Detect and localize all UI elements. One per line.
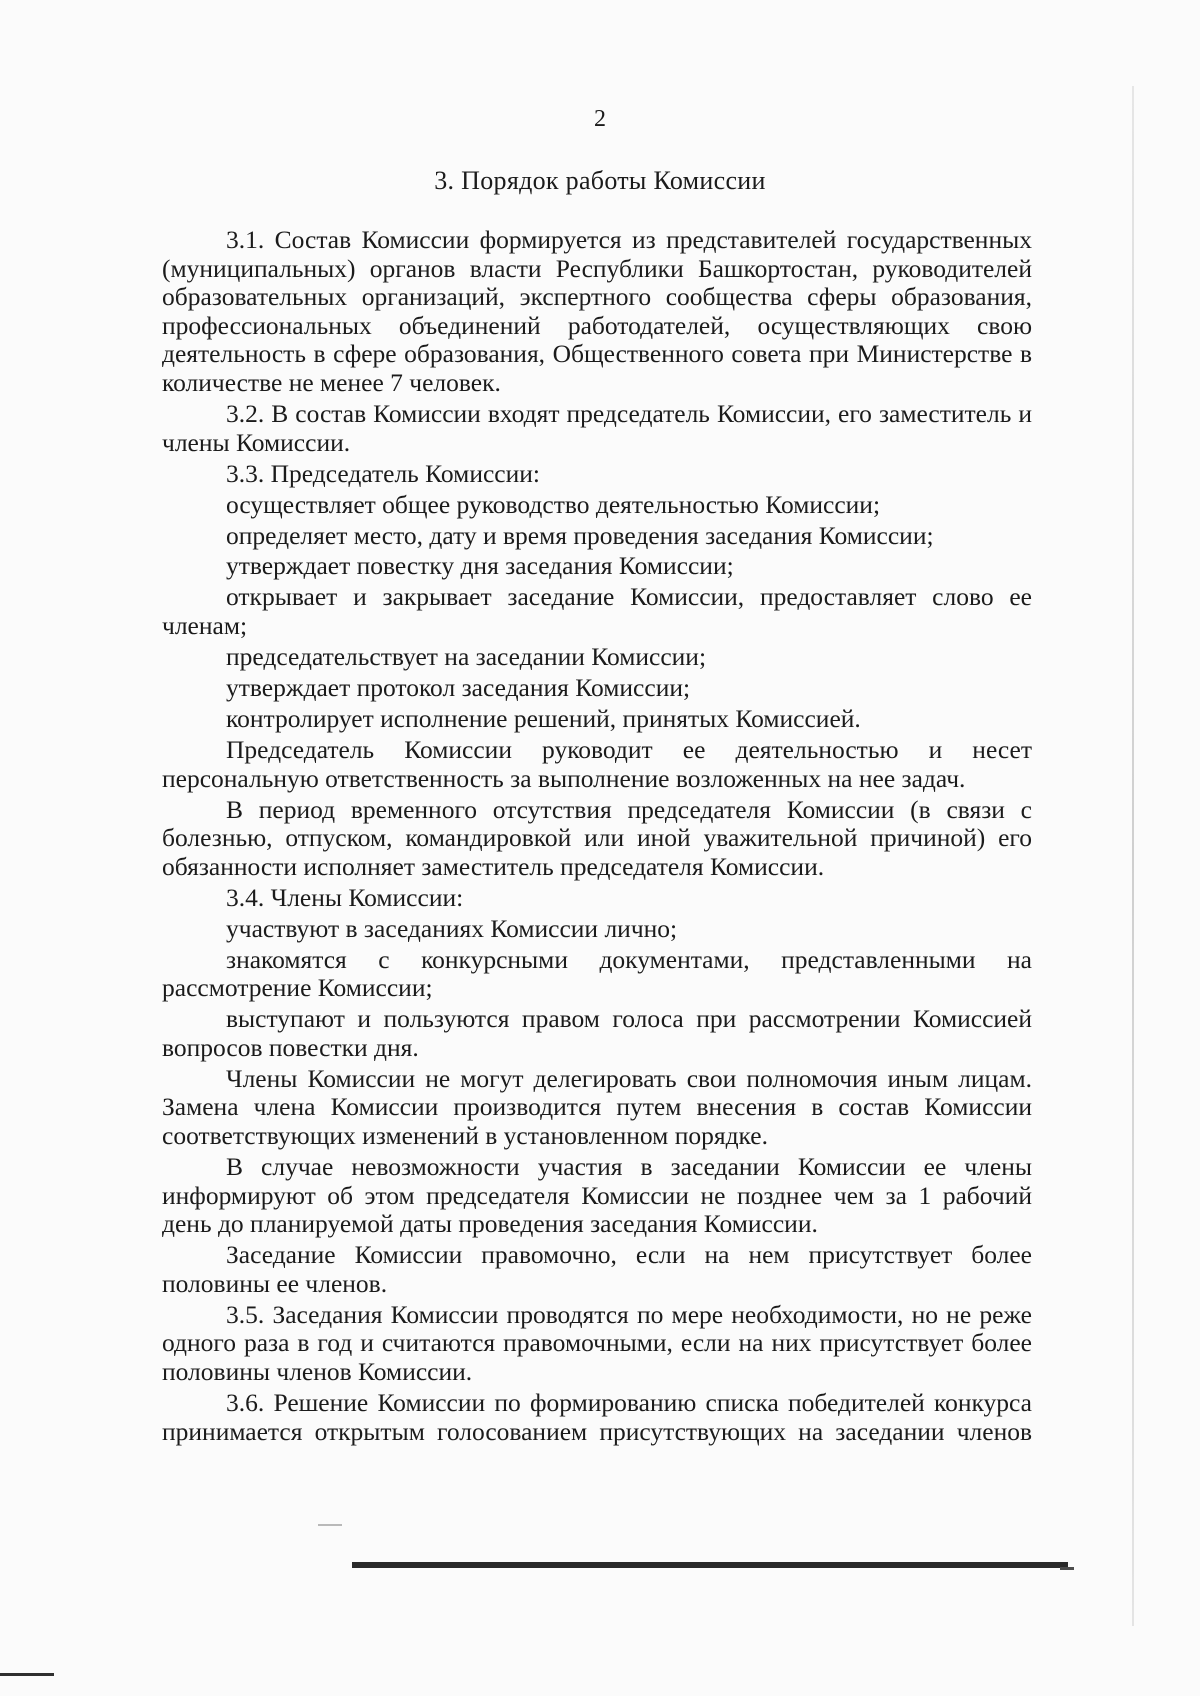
paragraph-chair-responsibility: Председатель Комиссии руководит ее деятельностью и несет персональную ответственность за выполнение возложенных на нее задач. bbox=[162, 735, 1032, 793]
scan-artifact-bar-end bbox=[1060, 1567, 1074, 1570]
list-item: утверждает протокол заседания Комиссии; bbox=[226, 673, 691, 703]
scan-artifact-bar bbox=[352, 1562, 1068, 1568]
paragraph-3-3: 3.3. Председатель Комиссии: bbox=[226, 458, 540, 488]
list-item: определяет место, дату и время проведения заседания Комиссии; bbox=[226, 520, 934, 550]
scan-artifact-corner bbox=[0, 1673, 54, 1676]
scan-edge-shadow bbox=[1132, 86, 1134, 1626]
list-item: участвуют в заседаниях Комиссии лично; bbox=[226, 913, 678, 943]
paragraph-3-5: 3.5. Заседания Комиссии проводятся по мере необходимости, но не реже одного раза в год и считаются правомочными, если на них присутствует более половины членов Комиссии. bbox=[162, 1299, 1032, 1386]
list-item: утверждает повестку дня заседания Комиссии; bbox=[226, 551, 734, 581]
list-item: знакомятся с конкурсными документами, представленными на рассмотрение Комиссии; bbox=[162, 944, 1032, 1003]
list-item: контролирует исполнение решений, принятых Комиссией. bbox=[226, 704, 861, 734]
document-body bbox=[162, 226, 1032, 1449]
list-item: выступают и пользуются правом голоса при рассмотрении Комиссией вопросов повестки дня. bbox=[162, 1004, 1032, 1062]
list-item: открывает и закрывает заседание Комиссии, предоставляет слово ее членам; bbox=[162, 582, 1032, 641]
paragraph-chair-absence: В период временного отсутствия председателя Комиссии (в связи с болезнью, отпуском, командировкой или иной уважительной причиной) его обязанности исполняет заместитель председателя Комиссии. bbox=[162, 794, 1032, 881]
paragraph-3-2: 3.2. В состав Комиссии входят председатель Комиссии, его заместитель и члены Комиссии. bbox=[162, 398, 1032, 457]
paragraph-quorum: Заседание Комиссии правомочно, если на нем присутствует более половины ее членов. bbox=[162, 1240, 1032, 1298]
page-number: 2 bbox=[594, 106, 606, 132]
paragraph-3-1: 3.1. Состав Комиссии формируется из представителей государственных (муниципальных) органов власти Республики Башкортостан, руководителей образовательных организаций, экспертного сообщества сферы образования, профессиональных объединений работодателей, осуществляющих свою деятельность в сфере образования, Общественного совета при Министерстве в количестве не менее 7 человек. bbox=[162, 225, 1032, 397]
list-item: председательствует на заседании Комиссии; bbox=[226, 642, 707, 672]
paragraph-members-absence: В случае невозможности участия в заседании Комиссии ее члены информируют об этом председателя Комиссии не позднее чем за 1 рабочий день до планируемой даты проведения заседания Комиссии. bbox=[162, 1152, 1032, 1239]
scan-artifact-dash bbox=[318, 1524, 342, 1526]
paragraph-3-6: 3.6. Решение Комиссии по формированию списка победителей конкурса принимается открытым голосованием присутствующих на заседании членов bbox=[162, 1387, 1032, 1446]
paragraph-3-4: 3.4. Члены Комиссии: bbox=[226, 882, 464, 912]
paragraph-members-delegation: Члены Комиссии не могут делегировать свои полномочия иным лицам. Замена члена Комиссии производится путем внесения в состав Комиссии соответствующих изменений в установленном порядке. bbox=[162, 1063, 1032, 1151]
section-title: 3. Порядок работы Комиссии bbox=[434, 166, 766, 195]
list-item: осуществляет общее руководство деятельностью Комиссии; bbox=[226, 489, 881, 519]
